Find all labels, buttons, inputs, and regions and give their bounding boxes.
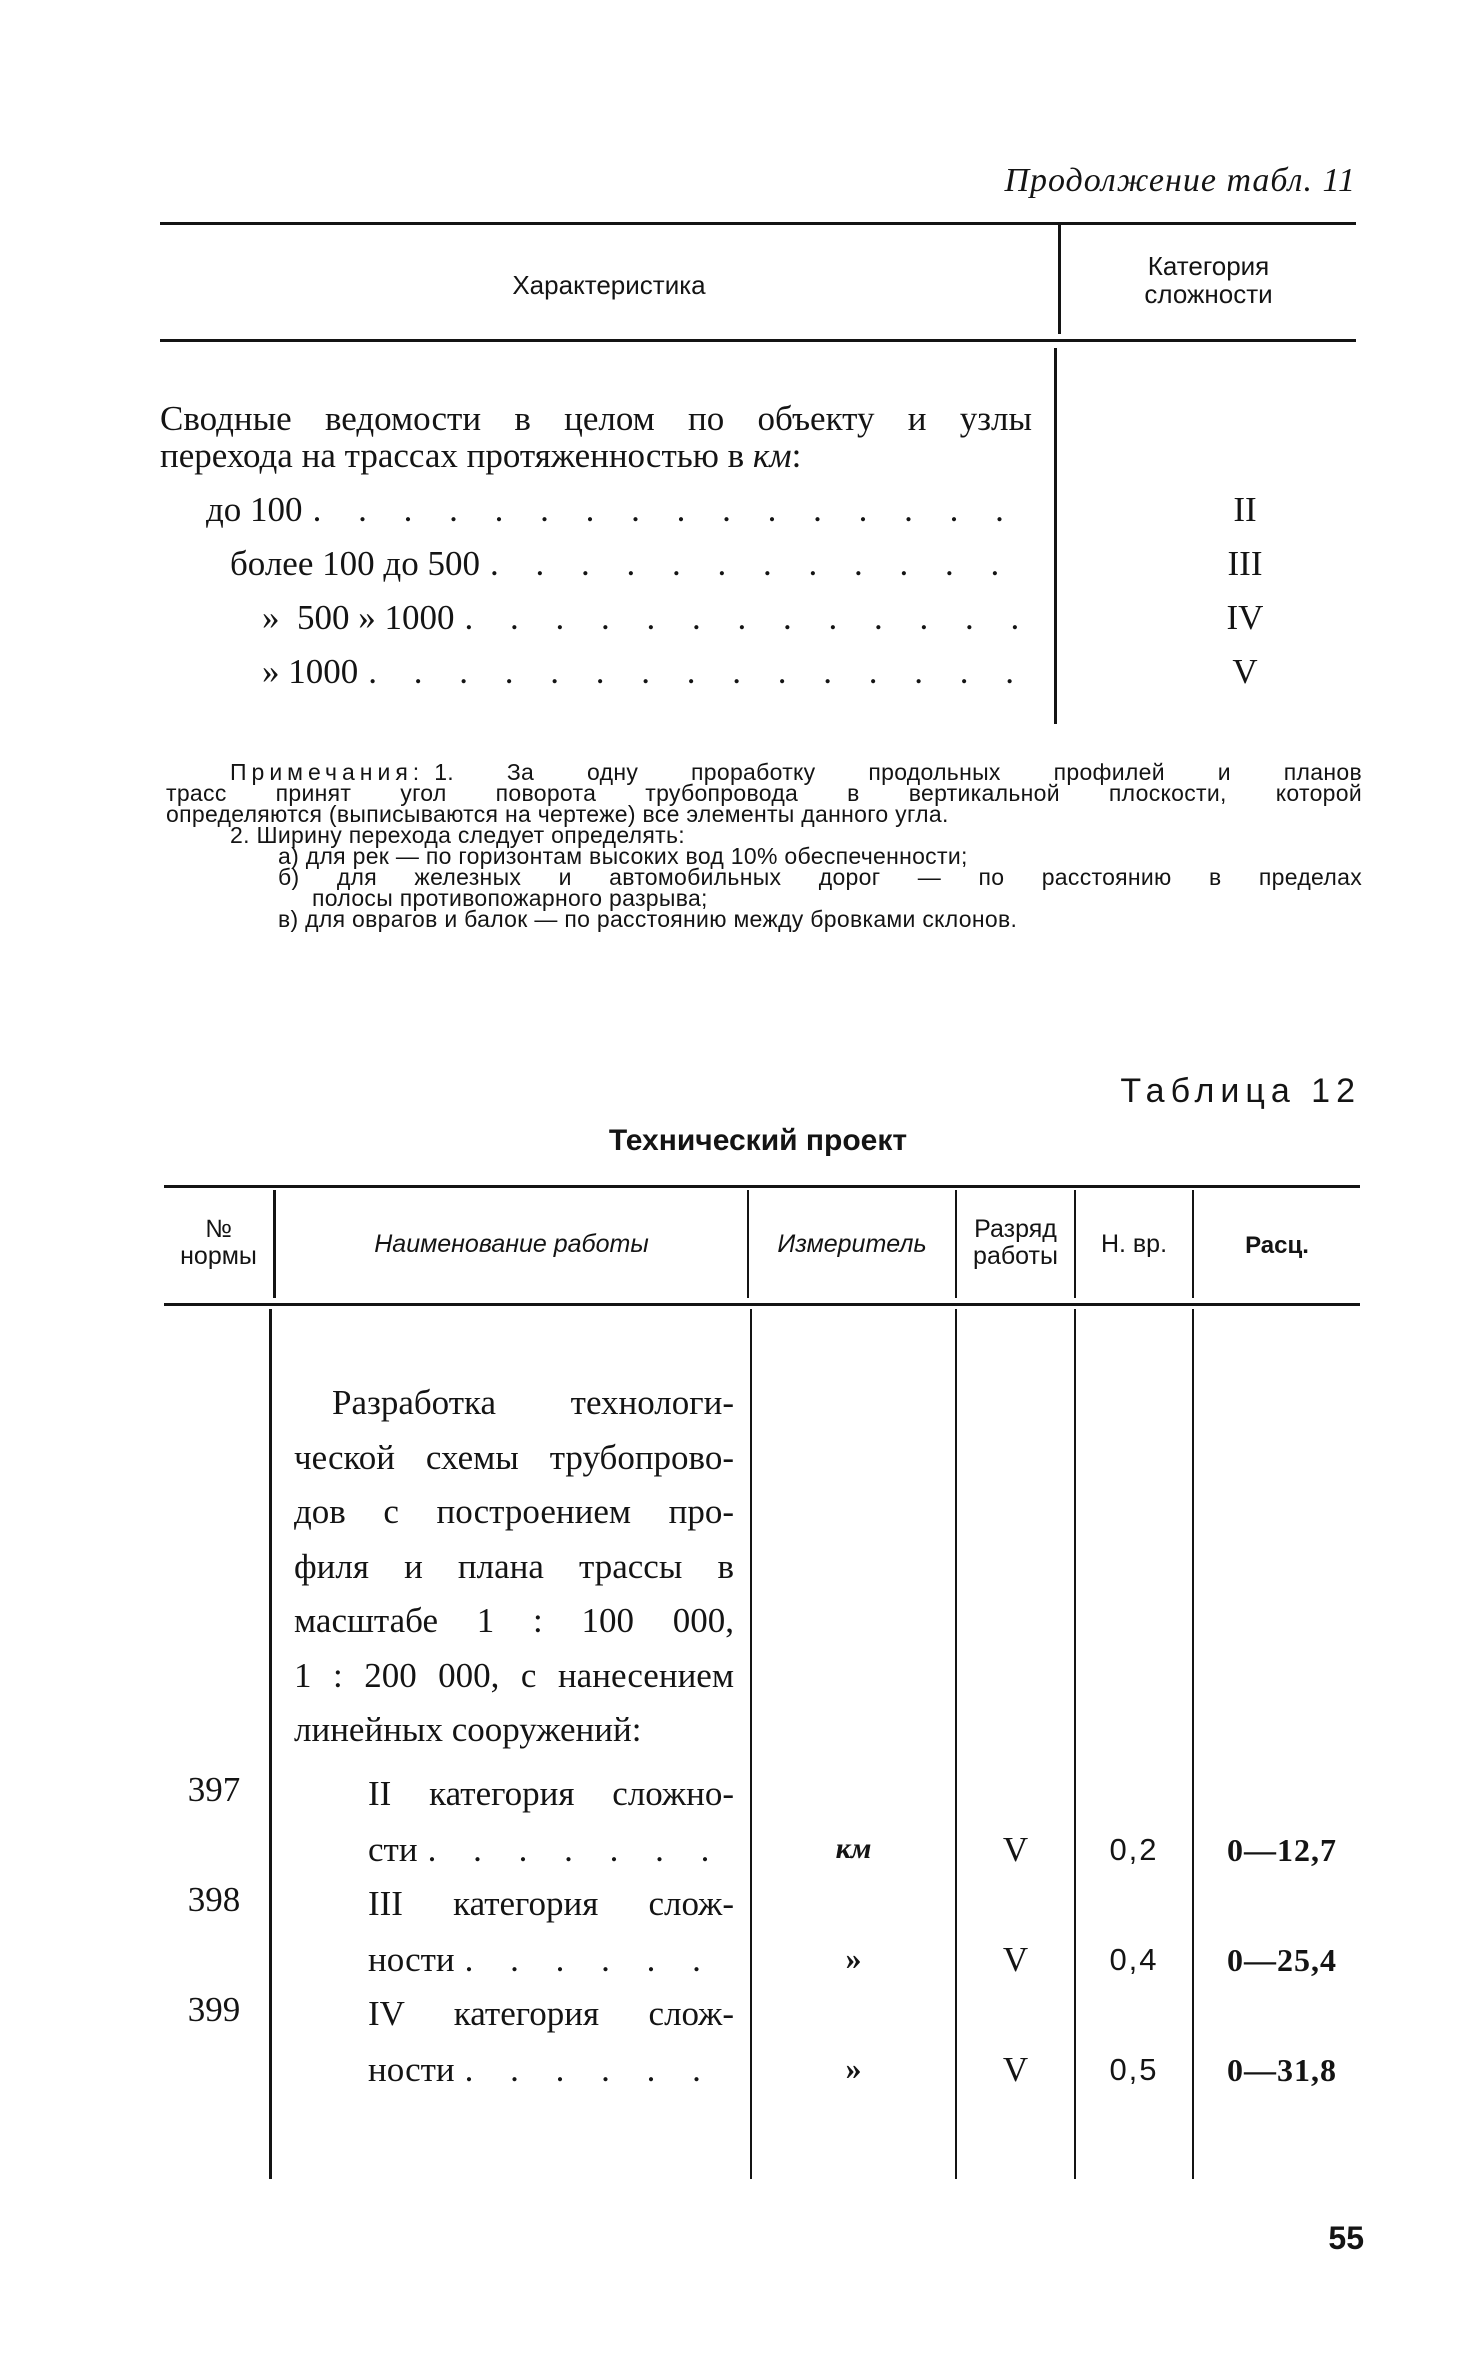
table12-row-name-line1: III категория слож- <box>368 1884 734 1923</box>
table11-intro <box>160 400 1032 474</box>
table12-row-rate: 0—12,7 <box>1227 1832 1337 1868</box>
table12-row-num: 397 <box>187 1770 241 1809</box>
table12-header-unit: Измеритель <box>777 1230 927 1258</box>
table12-header-num-line1: № <box>205 1215 232 1243</box>
table12-body-divider <box>1192 1309 1194 2179</box>
table12-header-time: Н. вр. <box>1100 1230 1168 1258</box>
table11-row-label: до 100 <box>206 490 303 529</box>
table11-row-category: II <box>1233 490 1257 529</box>
table12-row-name-text: ности <box>368 2050 455 2089</box>
table11-row-category: IV <box>1226 598 1264 637</box>
table11-header-rule <box>160 339 1356 342</box>
table11-intro-line2-prefix: перехода на трассах протяженностью в <box>160 436 753 475</box>
table12-row-rate: 0—31,8 <box>1227 2052 1337 2088</box>
table12-body-divider <box>1074 1309 1076 2179</box>
table11-row-category: III <box>1227 544 1263 583</box>
table12-header-rule <box>164 1303 1360 1306</box>
notes-line1-text: 1. За одну проработку продольных профилей и планов <box>434 759 1362 785</box>
notes-line5: а) для рек — по горизонтам высоких вод 10% обеспеченности; <box>278 843 968 869</box>
table12-header-name: Наименование работы <box>374 1230 649 1258</box>
notes-line6: б) для железных и автомобильных дорог — по расстоянию в пределах <box>278 864 1362 890</box>
table12-row-unit: км <box>835 1832 872 1865</box>
table11-row-label: » 1000 <box>262 652 359 691</box>
notes-line8: в) для оврагов и балок — по расстоянию между бровками склонов. <box>278 906 1018 932</box>
table12-row-num: 398 <box>187 1880 241 1919</box>
table12-row-time: 0,4 <box>1109 1942 1159 1977</box>
table12-header-rate: Расц. <box>1245 1232 1309 1259</box>
table12-body-divider <box>269 1309 272 2179</box>
notes-line2: трасс принят угол поворота трубопровода в вертикальной плоскости, которой <box>166 780 1362 806</box>
table12-intro <box>294 1376 734 1758</box>
table12-row-grade: V <box>1002 1940 1029 1979</box>
table12-intro-line: 1 : 200 000, с нанесением <box>294 1655 734 1695</box>
table12-intro-line: ческой схемы трубопрово- <box>294 1437 734 1477</box>
table12-row-name-text: ности <box>368 1940 455 1979</box>
table11-col1-header: Характеристика <box>512 270 706 300</box>
table12-header-grade-line1: Разряд <box>974 1215 1057 1243</box>
table12-row-time: 0,5 <box>1109 2052 1159 2087</box>
table12-intro-line: дов с построением про- <box>294 1492 734 1531</box>
table11-intro-line1: Сводные ведомости в целом по объекту и узлы <box>160 399 1032 438</box>
table12-header-grade-line2: работы <box>973 1242 1058 1270</box>
table12-row-grade: V <box>1002 2050 1029 2089</box>
table12-top-rule <box>164 1185 1360 1188</box>
table12-row-unit: » <box>845 2050 862 2086</box>
page-number: 55 <box>1328 2220 1364 2256</box>
notes-line7: полосы противопожарного разрыва; <box>312 885 708 911</box>
table11-row <box>262 652 1032 692</box>
table11-row-label: более 100 до 500 <box>230 544 480 583</box>
table12-row-name-line2 <box>368 1940 734 1980</box>
table12-row-name-text: сти <box>368 1830 418 1869</box>
table12-header-num <box>164 1216 273 1270</box>
table12-label: Таблица 12 <box>1120 1072 1361 1110</box>
table12-row-rate: 0—25,4 <box>1227 1942 1337 1978</box>
notes <box>166 759 1362 932</box>
table12-header-num-line2: нормы <box>180 1242 257 1270</box>
table12-row-name-line1: II категория сложно- <box>368 1774 734 1813</box>
table11-col2-header <box>1061 252 1356 308</box>
table12-intro-line: линейных сооружений: <box>294 1710 642 1749</box>
table12-intro-line: масштабе 1 : 100 000, <box>294 1601 734 1640</box>
table12-row-name-line1: IV категория слож- <box>368 1994 734 2033</box>
table12-intro-line: Разработка технологи- <box>332 1383 734 1422</box>
continuation-label: Продолжение табл. 11 <box>1004 162 1356 199</box>
table11-intro-line2 <box>160 437 1032 474</box>
table11-row-category: V <box>1232 652 1258 691</box>
table12-body-divider <box>955 1309 957 2179</box>
table11-top-rule <box>160 222 1356 225</box>
table11-row <box>230 544 1032 584</box>
table11-row <box>262 598 1032 638</box>
table12-intro-line: филя и плана трассы в <box>294 1546 734 1586</box>
table12-body-divider <box>750 1309 752 2179</box>
table12-row-unit: » <box>845 1940 862 1976</box>
table12-row-name-line2 <box>368 2050 734 2090</box>
table12-row-num: 399 <box>187 1990 241 2029</box>
notes-line3: определяются (выписываются на чертеже) все элементы данного угла. <box>166 801 949 827</box>
table11-intro-line2-unit: км <box>752 436 792 475</box>
table11-row-label: » 500 » 1000 <box>262 598 455 637</box>
table12-row-name-line2 <box>368 1830 734 1870</box>
table12-header-grade <box>957 1216 1074 1270</box>
table11-row <box>206 490 1032 530</box>
table11-col2-header-line2: сложности <box>1144 279 1273 309</box>
table12-title: Технический проект <box>608 1124 908 1157</box>
table12-row-grade: V <box>1002 1830 1029 1869</box>
table12-row-time: 0,2 <box>1109 1832 1159 1867</box>
table11-intro-line2-suffix: : <box>791 436 802 475</box>
table11-col2-header-line1: Категория <box>1147 251 1270 281</box>
notes-line4: 2. Ширину перехода следует определять: <box>230 822 685 848</box>
table11-body-divider <box>1054 348 1057 724</box>
notes-word: Примечания: <box>230 759 425 785</box>
